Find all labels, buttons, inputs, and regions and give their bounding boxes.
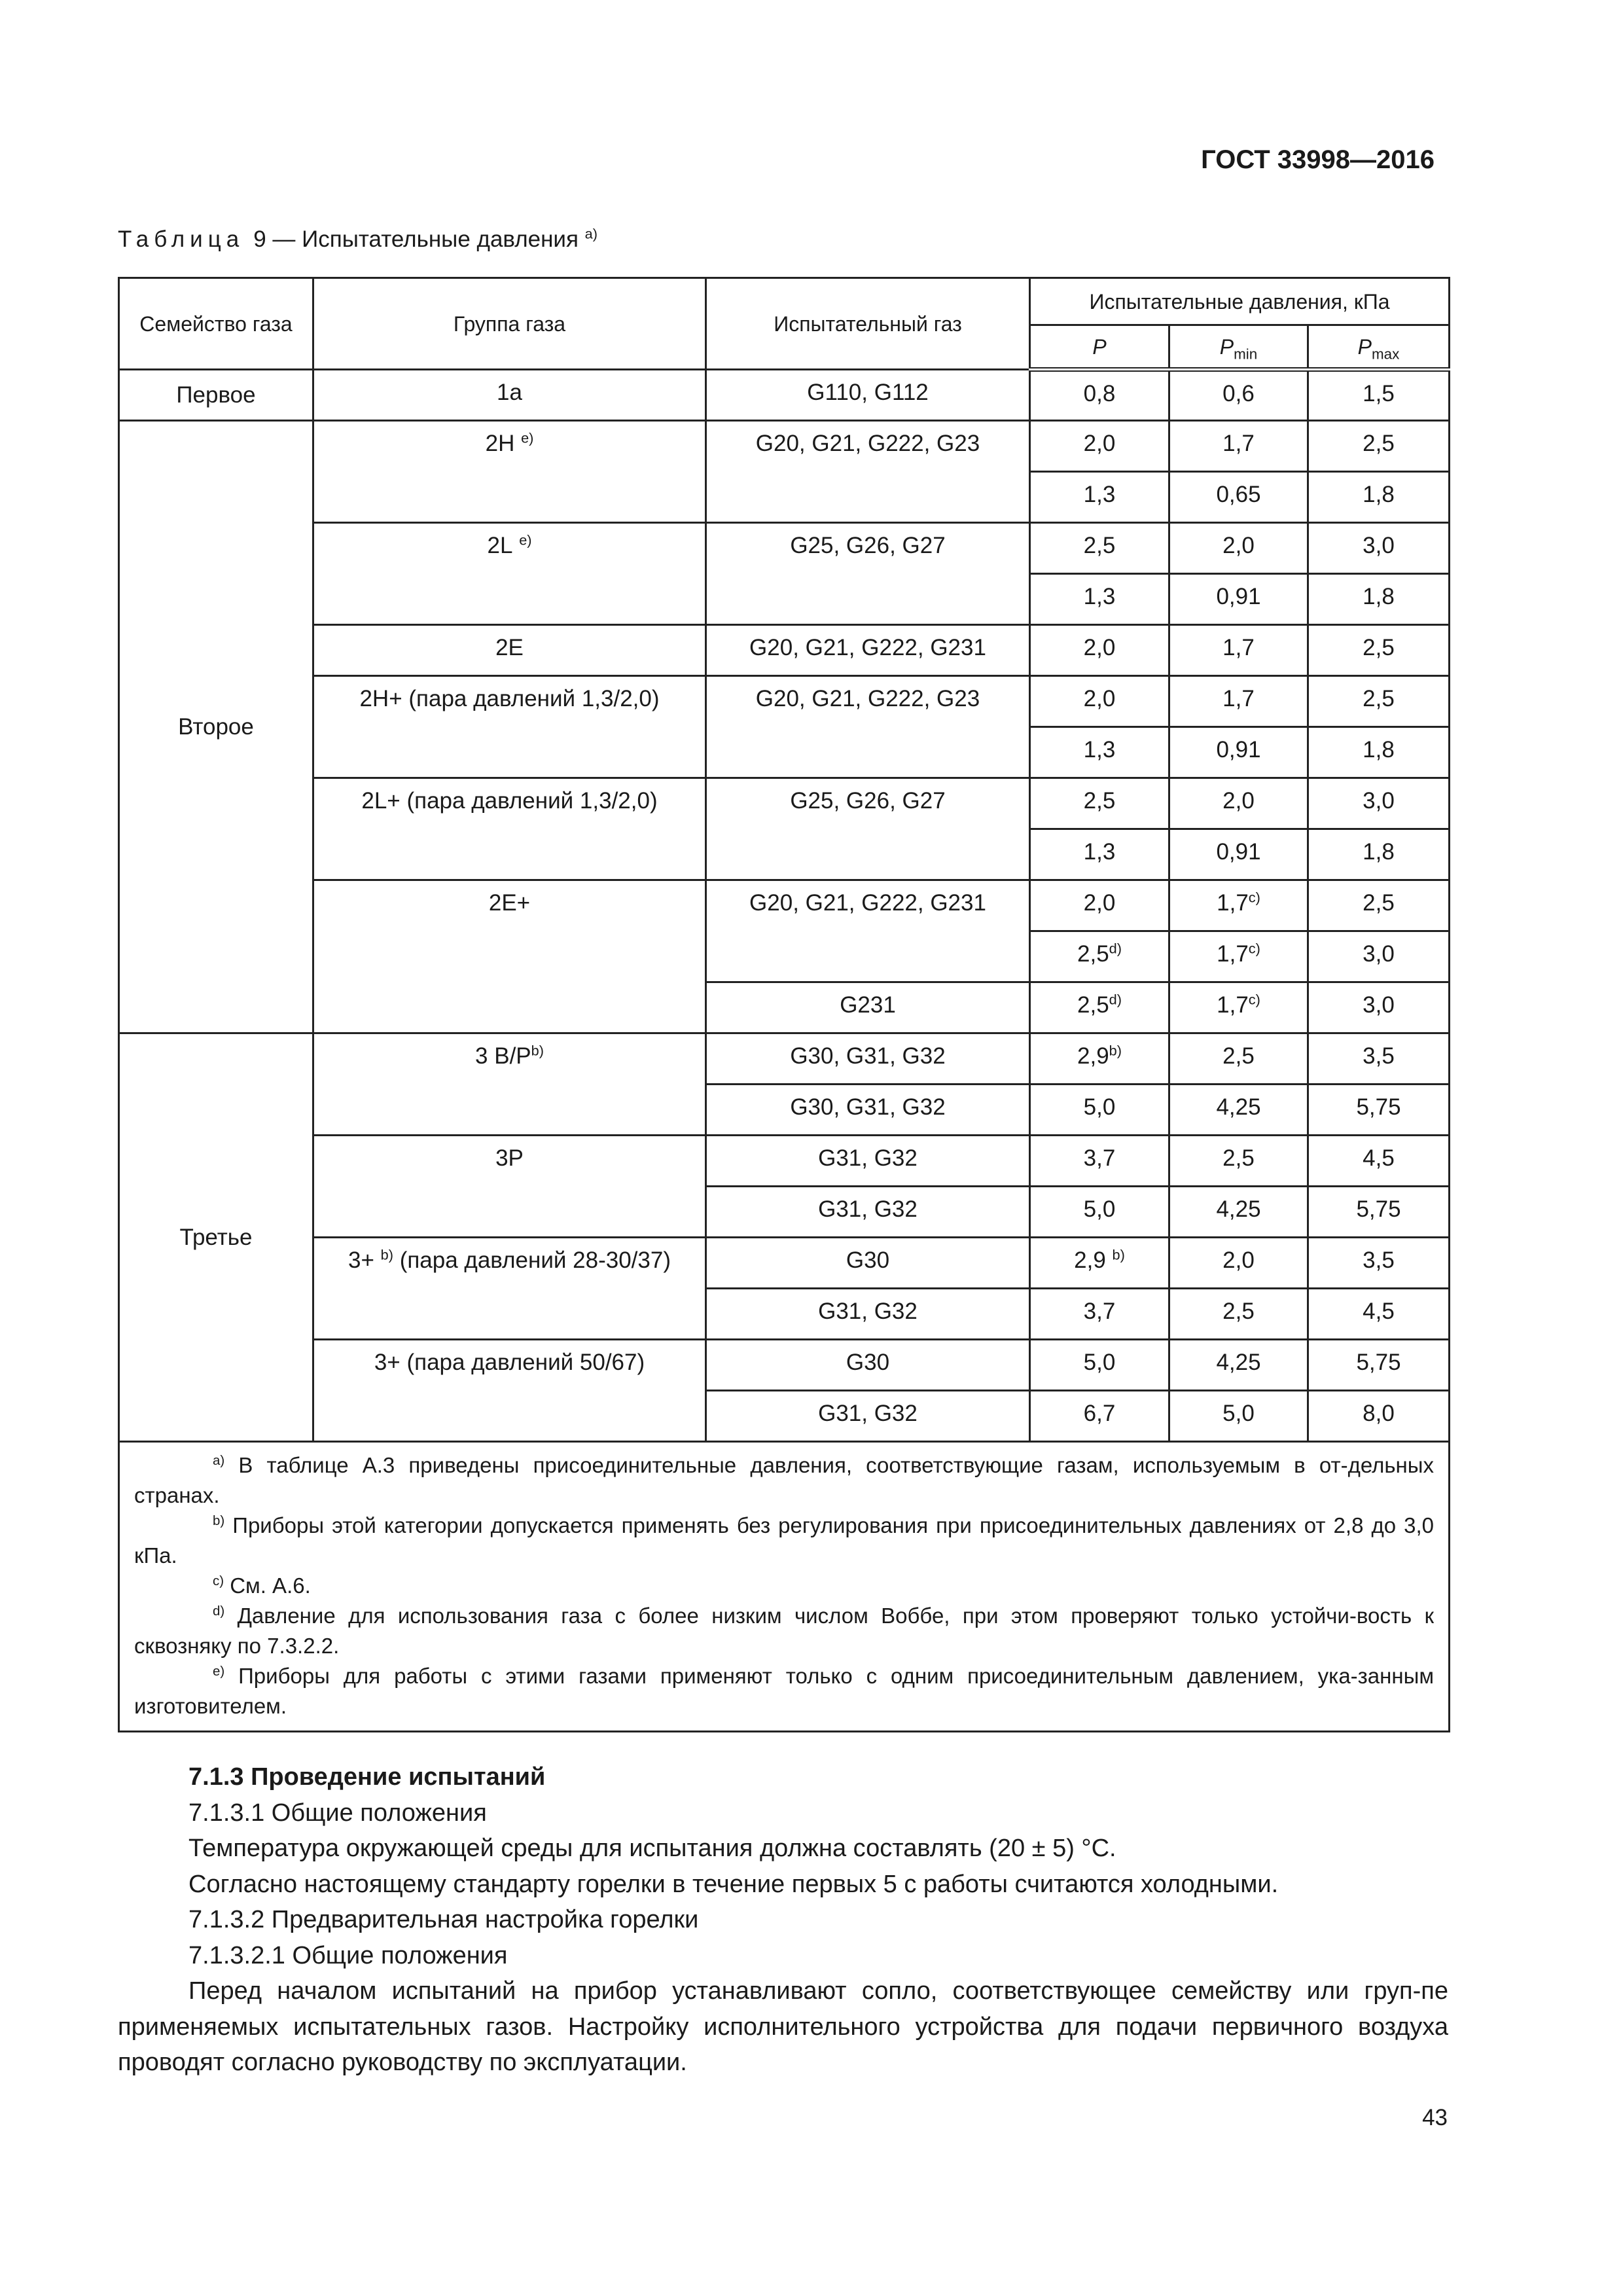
pmax-cell: 3,0 — [1308, 778, 1450, 829]
p-cell: 3,7 — [1030, 1289, 1169, 1340]
gas-cell: G20, G21, G222, G23 — [706, 676, 1030, 778]
table-note: $^{e)}$ Приборы для работы с этими газами применяют только с одним присоединительным давлением, ука-занным изготовителем. — [134, 1664, 1435, 1718]
p-cell: 1,3 — [1030, 472, 1169, 523]
pmax-cell: 2,5 — [1308, 676, 1450, 727]
pmax-cell: 3,0 — [1308, 931, 1450, 982]
p-cell: 2,9$^{b)}$ — [1030, 1033, 1169, 1085]
table-note: $^{b)}$ Приборы этой категории допускается применять без регулирования при присоединительных давлениях от 2,8 до 3,0 кПа. — [134, 1513, 1435, 1568]
table-note: $^{d)}$ Давление для использования газа с более низким числом Воббе, при этом проверяют только устойчи-вость к сквозняку по 7.3.2.2. — [134, 1604, 1435, 1658]
section-heading: 7.1.3 Проведение испытаний — [188, 1763, 546, 1791]
group-cell: 3P — [313, 1136, 706, 1238]
paragraph: Перед началом испытаний на прибор устанавливают сопло, соответствующее семейству или груп-пе применяемых испытательных газов. Настройку исполнительного устройства для подачи первичного воздуха проводят согласно руководству по эксплуатации. — [118, 1977, 1448, 2076]
gas-cell: G25, G26, G27 — [706, 523, 1030, 625]
header-group: Группа газа — [313, 278, 706, 370]
pmin-cell: 2,0 — [1169, 1238, 1308, 1289]
p-cell: 2,5$^{d)}$ — [1030, 931, 1169, 982]
header-pressures: Испытательные давления, кПа — [1030, 278, 1450, 325]
p-cell: 5,0 — [1030, 1340, 1169, 1391]
p-cell: 0,8 — [1030, 370, 1169, 421]
gas-cell: G30, G31, G32 — [706, 1085, 1030, 1136]
paragraph: Согласно настоящему стандарту горелки в течение первых 5 с работы считаются холодными. — [188, 1870, 1279, 1898]
pmin-cell: 4,25 — [1169, 1340, 1308, 1391]
pmax-cell: 3,5 — [1308, 1238, 1450, 1289]
gas-cell: G30 — [706, 1340, 1030, 1391]
p-cell: 2,5$^{d)}$ — [1030, 982, 1169, 1033]
pmax-cell: 8,0 — [1308, 1391, 1450, 1442]
paragraph: Температура окружающей среды для испытания должна составлять (20 ± 5) °С. — [188, 1835, 1116, 1862]
group-cell: 2E+ — [313, 880, 706, 1033]
pmin-cell: 2,0 — [1169, 778, 1308, 829]
pmin-cell: 0,91 — [1169, 829, 1308, 880]
pmax-cell: 3,0 — [1308, 523, 1450, 574]
pmax-cell: 1,8 — [1308, 574, 1450, 625]
table-note: $^{a)}$ В таблице А.3 приведены присоединительные давления, соответствующие газам, используемым в от-дельных странах. — [134, 1453, 1435, 1507]
pmin-cell: 2,5 — [1169, 1289, 1308, 1340]
pmin-cell: 1,7$^{c)}$ — [1169, 982, 1308, 1033]
group-cell: 2H+ (пара давлений 1,3/2,0) — [313, 676, 706, 778]
pmin-cell: 0,91 — [1169, 574, 1308, 625]
p-cell: 2,9 $^{b)}$ — [1030, 1238, 1169, 1289]
gas-cell: G30 — [706, 1238, 1030, 1289]
p-cell: 5,0 — [1030, 1187, 1169, 1238]
section-body — [118, 1759, 1448, 2081]
subsection-title: 7.1.3.2.1 Общие положения — [188, 1941, 508, 1969]
family-cell: Третье — [119, 1033, 313, 1442]
p-cell: 2,5 — [1030, 778, 1169, 829]
pmax-cell: 4,5 — [1308, 1136, 1450, 1187]
p-cell: 6,7 — [1030, 1391, 1169, 1442]
header-pmax: $P_{max}$ — [1308, 325, 1450, 370]
group-cell: 3 $B/P^{b)}$ — [313, 1033, 706, 1136]
p-cell: 2,0 — [1030, 625, 1169, 676]
table-caption-title: 9 — Испытательные давления — [253, 226, 579, 252]
gas-cell: G20, G21, G222, G23 — [706, 421, 1030, 523]
p-cell: 1,3 — [1030, 829, 1169, 880]
pmax-cell: 1,5 — [1308, 370, 1450, 421]
group-cell: 2E — [313, 625, 706, 676]
pmax-cell: 5,75 — [1308, 1187, 1450, 1238]
header-pmin: $P_{min}$ — [1169, 325, 1308, 370]
p-cell: 3,7 — [1030, 1136, 1169, 1187]
page-number: 43 — [1422, 2105, 1448, 2130]
table-notes — [119, 1442, 1450, 1732]
pmin-cell: 1,7 — [1169, 421, 1308, 472]
group-cell: 3+ $^{b)}$ (пара давлений 28-30/37) — [313, 1238, 706, 1340]
pmax-cell: 5,75 — [1308, 1340, 1450, 1391]
pmin-cell: 1,7$^{c)}$ — [1169, 880, 1308, 931]
pmax-cell: 3,5 — [1308, 1033, 1450, 1085]
gas-cell: G20, G21, G222, G231 — [706, 880, 1030, 982]
pmin-cell: 2,5 — [1169, 1033, 1308, 1085]
pmin-cell: 0,6 — [1169, 370, 1308, 421]
pmin-cell: 0,91 — [1169, 727, 1308, 778]
group-cell: 2H $^{e)}$ — [313, 421, 706, 523]
gas-cell: G31, G32 — [706, 1187, 1030, 1238]
pmin-cell: 4,25 — [1169, 1085, 1308, 1136]
group-cell: 3+ (пара давлений 50/67) — [313, 1340, 706, 1442]
pmin-cell: 0,65 — [1169, 472, 1308, 523]
p-cell: 2,0 — [1030, 676, 1169, 727]
gas-cell: G20, G21, G222, G231 — [706, 625, 1030, 676]
header-p: P — [1030, 325, 1169, 370]
gas-cell: G110, G112 — [706, 370, 1030, 421]
p-cell: 2,5 — [1030, 523, 1169, 574]
pmax-cell: 2,5 — [1308, 625, 1450, 676]
gas-cell: G31, G32 — [706, 1136, 1030, 1187]
pmin-cell: 2,0 — [1169, 523, 1308, 574]
gas-cell: G31, G32 — [706, 1391, 1030, 1442]
pmax-cell: 5,75 — [1308, 1085, 1450, 1136]
p-cell: 1,3 — [1030, 727, 1169, 778]
pmax-cell: 1,8 — [1308, 472, 1450, 523]
subsection-title: 7.1.3.1 Общие положения — [188, 1799, 487, 1827]
p-cell: 5,0 — [1030, 1085, 1169, 1136]
gas-cell: G31, G32 — [706, 1289, 1030, 1340]
table-caption-note-mark: a) — [584, 225, 597, 242]
pmax-cell: 2,5 — [1308, 421, 1450, 472]
pmin-cell: 1,7$^{c)}$ — [1169, 931, 1308, 982]
pmin-cell: 4,25 — [1169, 1187, 1308, 1238]
test-pressures-table — [118, 277, 1450, 1732]
table-caption — [118, 226, 597, 253]
subsection-title: 7.1.3.2 Предварительная настройка горелки — [188, 1906, 699, 1933]
p-cell: 1,3 — [1030, 574, 1169, 625]
group-cell: 1a — [313, 370, 706, 421]
pmax-cell: 3,0 — [1308, 982, 1450, 1033]
group-cell: 2L+ (пара давлений 1,3/2,0) — [313, 778, 706, 880]
pmax-cell: 2,5 — [1308, 880, 1450, 931]
p-cell: 2,0 — [1030, 880, 1169, 931]
table-caption-prefix: Таблица — [118, 226, 245, 252]
header-test-gas: Испытательный газ — [706, 278, 1030, 370]
family-cell: Первое — [119, 370, 313, 421]
pmax-cell: 1,8 — [1308, 829, 1450, 880]
header-family: Семейство газа — [119, 278, 313, 370]
standard-header: ГОСТ 33998—2016 — [1201, 145, 1435, 174]
pmin-cell: 1,7 — [1169, 676, 1308, 727]
pmax-cell: 4,5 — [1308, 1289, 1450, 1340]
pmin-cell: 5,0 — [1169, 1391, 1308, 1442]
p-cell: 2,0 — [1030, 421, 1169, 472]
family-cell: Второе — [119, 421, 313, 1033]
table-note: $^{c)}$ См. А.6. — [213, 1573, 311, 1598]
gas-cell: G25, G26, G27 — [706, 778, 1030, 880]
pmax-cell: 1,8 — [1308, 727, 1450, 778]
group-cell: 2L $^{e)}$ — [313, 523, 706, 625]
pmin-cell: 1,7 — [1169, 625, 1308, 676]
gas-cell: G231 — [706, 982, 1030, 1033]
pmin-cell: 2,5 — [1169, 1136, 1308, 1187]
gas-cell: G30, G31, G32 — [706, 1033, 1030, 1085]
